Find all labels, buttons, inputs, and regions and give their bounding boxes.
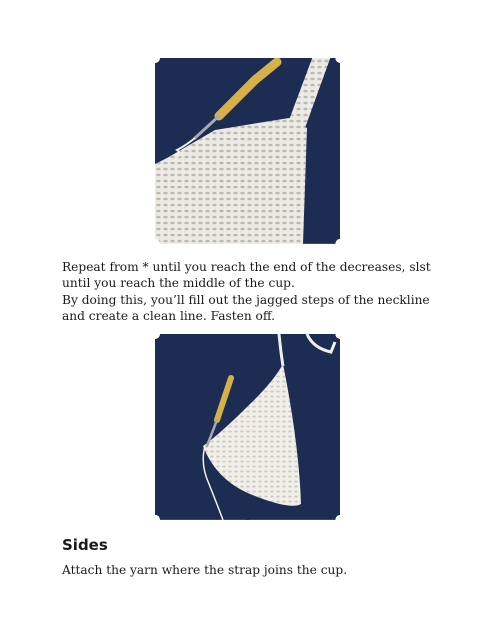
crochet-cup-photo [155, 334, 340, 520]
section-heading-sides: Sides [62, 536, 108, 554]
paragraph-repeat: Repeat from * until you reach the end of the decreases, slst until you reach the middle of the cup. [62, 260, 431, 290]
crochet-cup-illustration [155, 334, 340, 520]
crochet-neckline-photo [155, 58, 340, 244]
paragraph-attach: Attach the yarn where the strap joins the cup. [62, 563, 348, 577]
crochet-neckline-illustration [155, 58, 340, 244]
paragraph-fill: By doing this, you’ll fill out the jagged steps of the neckline and create a clean line. Fasten off. [62, 293, 430, 323]
